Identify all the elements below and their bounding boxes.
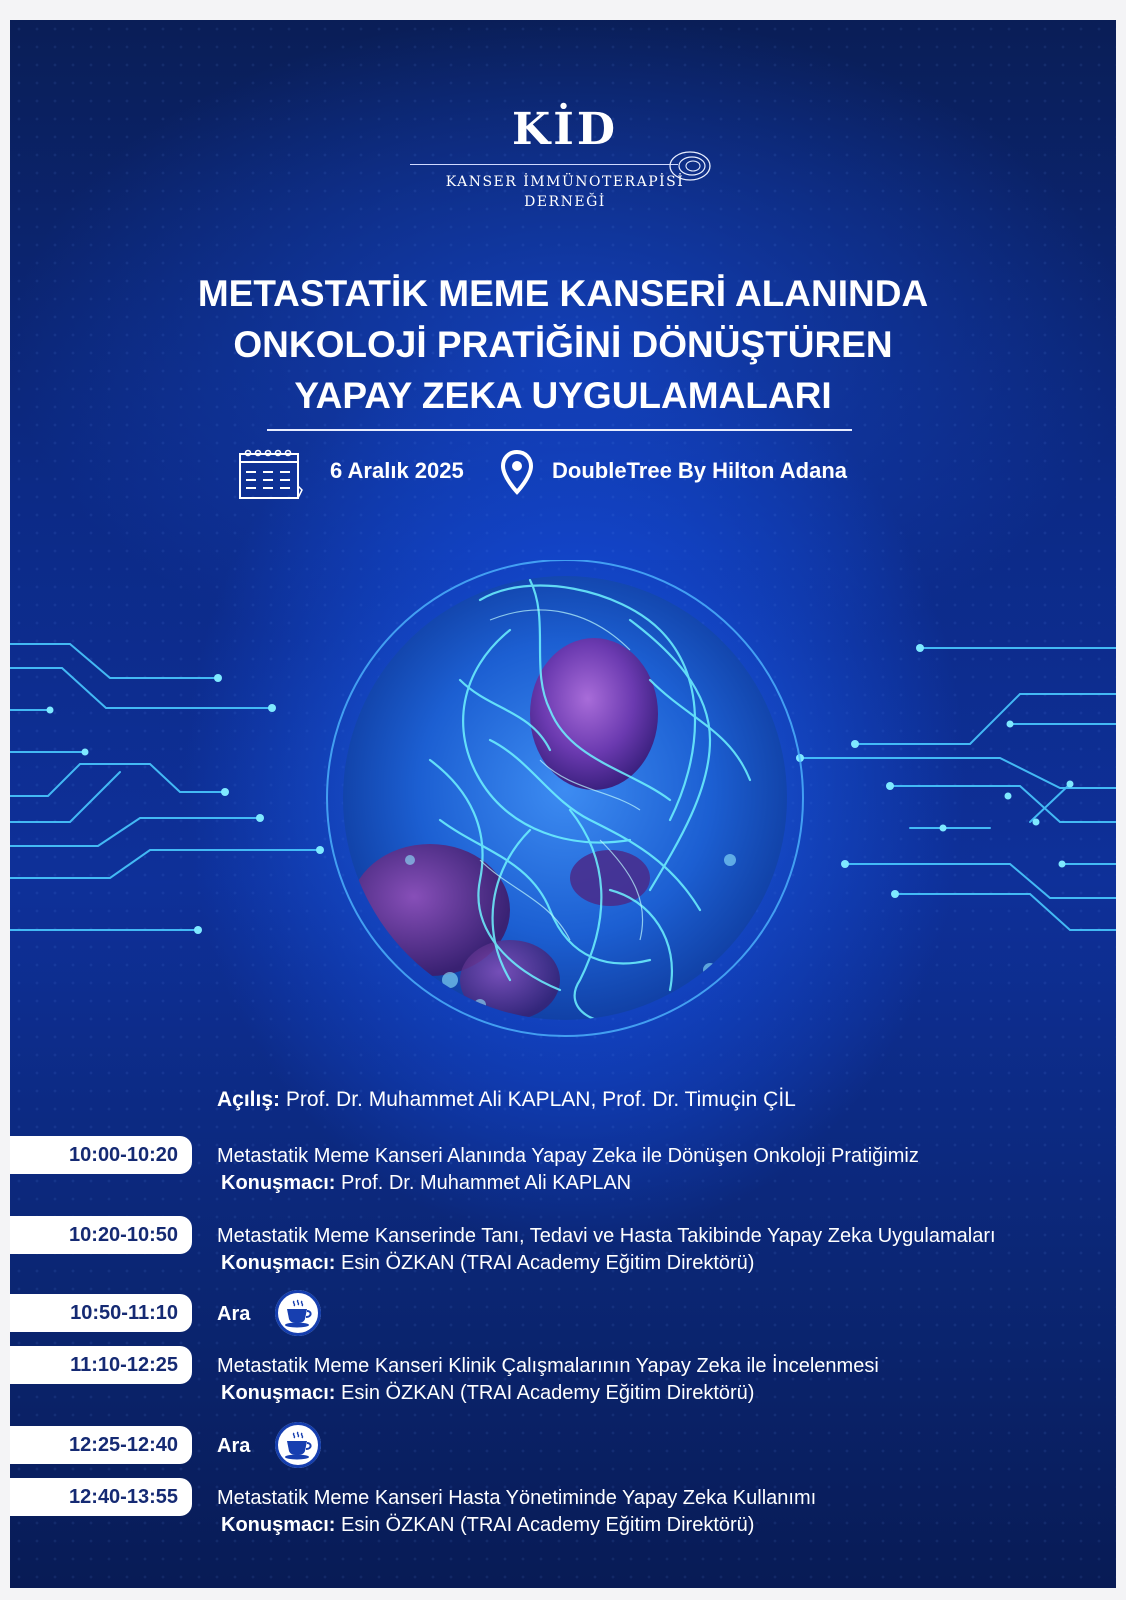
talk-title: Metastatik Meme Kanseri Alanında Yapay Zeka ile Dönüşen Onkoloji Pratiğimiz — [217, 1145, 919, 1167]
time-badge: 10:00-10:20 — [10, 1136, 192, 1174]
speaker-name: Esin ÖZKAN (TRAI Academy Eğitim Direktörü) — [341, 1514, 755, 1536]
talk-title: Metastatik Meme Kanseri Hasta Yönetiminde Yapay Zeka Kullanımı — [217, 1487, 817, 1509]
event-title-line3: YAPAY ZEKA UYGULAMALARI — [294, 375, 832, 416]
speaker-name: Prof. Dr. Muhammet Ali KAPLAN — [341, 1172, 632, 1194]
time-badge: 12:25-12:40 — [10, 1426, 192, 1464]
event-title — [70, 268, 1056, 421]
speaker-name: Esin ÖZKAN (TRAI Academy Eğitim Direktörü) — [341, 1252, 755, 1274]
coffee-cup-icon — [275, 1290, 321, 1336]
talk-title: Metastatik Meme Kanserinde Tanı, Tedavi ve Hasta Takibinde Yapay Zeka Uygulamaları — [217, 1225, 996, 1247]
time-badge: 11:10-12:25 — [10, 1346, 192, 1384]
speaker-name: Esin ÖZKAN (TRAI Academy Eğitim Direktörü) — [341, 1382, 755, 1404]
speaker-line — [221, 1252, 754, 1275]
event-poster — [10, 20, 1116, 1588]
kid-logo — [400, 104, 730, 218]
break-label: Ara — [217, 1303, 251, 1325]
opening-line — [217, 1088, 796, 1112]
logo-line — [410, 164, 678, 165]
logo-swirl-icon — [662, 150, 714, 182]
speaker-line — [221, 1172, 631, 1195]
program-schedule — [10, 1080, 1116, 1580]
opening-speakers: Prof. Dr. Muhammet Ali KAPLAN, Prof. Dr. Timuçin ÇİL — [285, 1088, 796, 1111]
time-badge: 10:50-11:10 — [10, 1294, 192, 1332]
speaker-line — [221, 1382, 754, 1405]
speaker-line — [221, 1514, 754, 1537]
time-badge: 10:20-10:50 — [10, 1216, 192, 1254]
title-divider — [267, 429, 852, 431]
speaker-label: Konuşmacı: — [221, 1514, 336, 1536]
event-title-line2: ONKOLOJİ PRATİĞİNİ DÖNÜŞTÜREN — [233, 324, 893, 365]
break-label: Ara — [217, 1435, 251, 1457]
calendar-icon — [238, 448, 304, 500]
speaker-label: Konuşmacı: — [221, 1382, 336, 1404]
location-pin-icon — [500, 450, 534, 496]
logo-mark: KİD — [512, 104, 618, 155]
speaker-label: Konuşmacı: — [221, 1252, 336, 1274]
talk-title: Metastatik Meme Kanseri Klinik Çalışmalarının Yapay Zeka ile İncelenmesi — [217, 1355, 879, 1377]
time-badge: 12:40-13:55 — [10, 1478, 192, 1516]
coffee-cup-icon — [275, 1422, 321, 1468]
hero-illustration — [10, 560, 1116, 1080]
logo-subtitle-line2: DERNEĞİ — [524, 194, 606, 210]
event-title-line1: METASTATİK MEME KANSERİ ALANINDA — [197, 273, 929, 314]
opening-label: Açılış: — [217, 1088, 281, 1111]
speaker-label: Konuşmacı: — [221, 1172, 336, 1194]
event-venue: DoubleTree By Hilton Adana — [552, 458, 848, 483]
event-date: 6 Aralık 2025 — [330, 458, 464, 483]
logo-subtitle-line1: KANSER İMMÜNOTERAPİSİ — [445, 174, 685, 190]
